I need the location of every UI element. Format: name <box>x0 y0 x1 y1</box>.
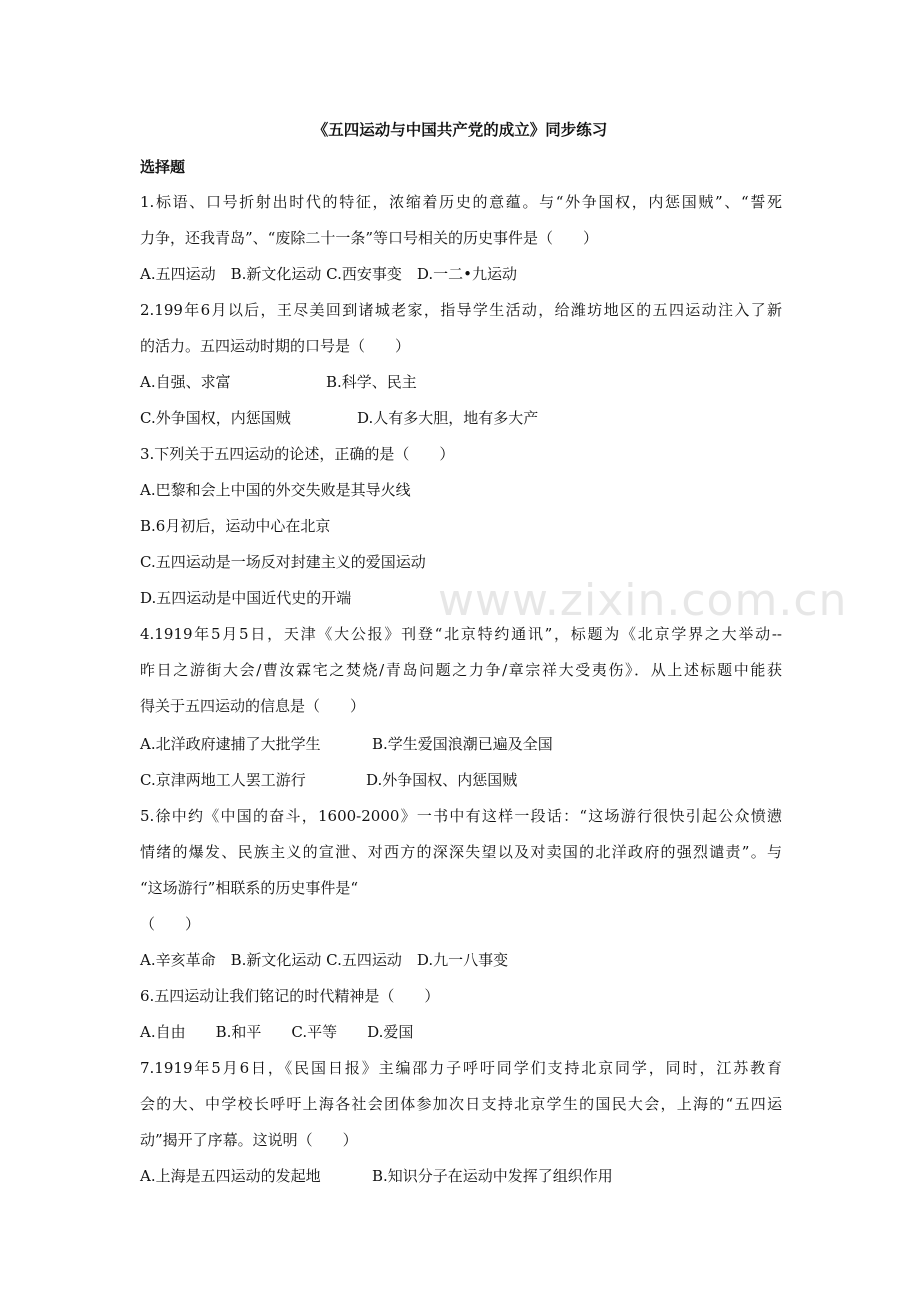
question-7-option-b: B.知识分子在运动中发挥了组织作用 <box>372 1167 613 1185</box>
question-2-option-a: A.自强、求富 <box>140 373 231 391</box>
question-4-option-c: C.京津两地工人罢工游行 <box>140 771 306 789</box>
question-2-option-c: C.外争国权，内惩国贼 <box>140 409 291 427</box>
question-1-line-1: 1.标语、口号折射出时代的特征，浓缩着历史的意蕴。与“外争国权，内惩国贼”、“誓死 <box>140 193 782 211</box>
question-5-options: A.辛亥革命 B.新文化运动 C.五四运动 D.九一八事变 <box>140 951 509 969</box>
question-4-option-d: D.外争国权、内惩国贼 <box>366 771 518 789</box>
question-4-line-1: 4.1919年5月5日，天津《大公报》刊登“北京特约通讯”，标题为《北京学界之大举动-- <box>140 625 782 643</box>
question-7-option-a: A.上海是五四运动的发起地 <box>140 1167 321 1185</box>
question-3-option-c: C.五四运动是一场反对封建主义的爱国运动 <box>140 553 426 571</box>
question-3-line-1: 3.下列关于五四运动的论述，正确的是（ ） <box>140 445 455 463</box>
question-6-options: A.自由 B.和平 C.平等 D.爱国 <box>140 1023 414 1041</box>
question-2-option-b: B.科学、民主 <box>326 373 417 391</box>
question-7-line-3: 动”揭开了序幕。这说明（ ） <box>140 1131 358 1149</box>
question-4-option-b: B.学生爱国浪潮已遍及全国 <box>372 735 553 753</box>
question-4-line-3: 得关于五四运动的信息是（ ） <box>140 697 366 715</box>
question-7-line-1: 7.1919年5月6日，《民国日报》主编邵力子呼吁同学们支持北京同学，同时，江苏教育 <box>140 1059 782 1077</box>
question-5-line-4: （ ） <box>140 915 201 933</box>
question-3-option-a: A.巴黎和会上中国的外交失败是其导火线 <box>140 481 411 499</box>
question-3-option-d: D.五四运动是中国近代史的开端 <box>140 589 352 607</box>
section-heading: 选择题 <box>140 158 186 176</box>
question-5-line-1: 5.徐中约《中国的奋斗，1600-2000》一书中有这样一段话：“这场游行很快引起公众愤懑 <box>140 807 782 825</box>
question-5-line-2: 情绪的爆发、民族主义的宣泄、对西方的深深失望以及对卖国的北洋政府的强烈谴责”。与 <box>140 843 782 861</box>
question-3-option-b: B.6月初后，运动中心在北京 <box>140 517 331 535</box>
question-1-options: A.五四运动 B.新文化运动 C.西安事变 D.一二•九运动 <box>140 265 517 283</box>
question-1-line-2: 力争，还我青岛”、“废除二十一条”等口号相关的历史事件是（ ） <box>140 229 599 247</box>
question-7-line-2: 会的大、中学校长呼吁上海各社会团体参加次日支持北京学生的国民大会，上海的“五四运 <box>140 1095 782 1113</box>
question-2-option-d: D.人有多大胆，地有多大产 <box>357 409 539 427</box>
watermark: www.zixin.com.cn <box>438 575 848 626</box>
question-4-option-a: A.北洋政府逮捕了大批学生 <box>140 735 321 753</box>
question-4-line-2: 昨日之游街大会/曹汝霖宅之焚烧/青岛问题之力争/章宗祥大受夷伤》．从上述标题中能获 <box>140 661 782 679</box>
question-5-line-3: “这场游行”相联系的历史事件是“ <box>140 879 359 897</box>
question-6-line-1: 6.五四运动让我们铭记的时代精神是（ ） <box>140 987 440 1005</box>
question-2-line-1: 2.199年6月以后，王尽美回到诸城老家，指导学生活动，给潍坊地区的五四运动注入了新 <box>140 301 782 319</box>
question-2-line-2: 的活力。五四运动时期的口号是（ ） <box>140 337 411 355</box>
page-title: 《五四运动与中国共产党的成立》同步练习 <box>312 121 608 139</box>
